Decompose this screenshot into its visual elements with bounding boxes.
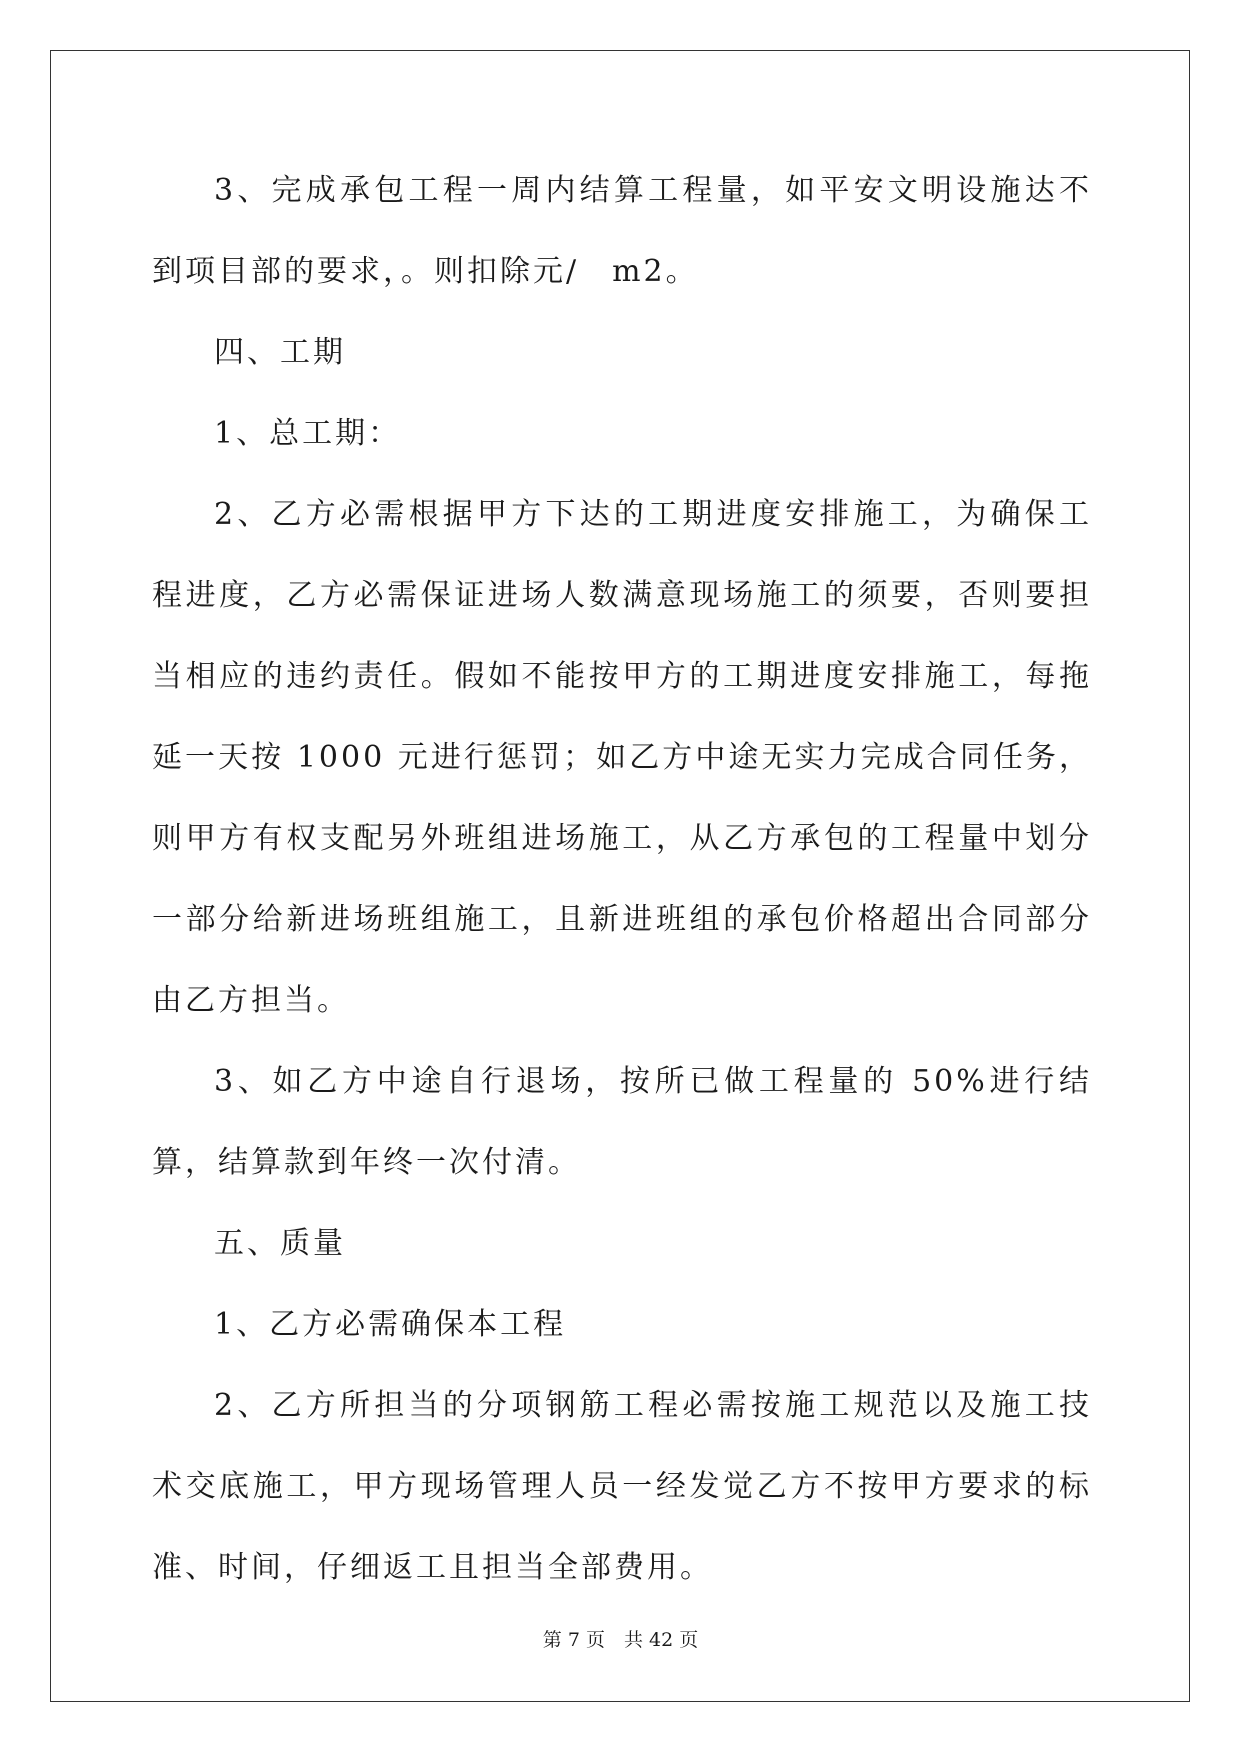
paragraph-quality-guarantee: 1、乙方必需确保本工程 (214, 1307, 567, 1342)
paragraph-settlement: 3、完成承包工程一周内结算工程量，如平安文明设施达不到项目部的要求，。则扣除元/ m2。 (152, 173, 1092, 289)
section-heading-schedule: 四、工期 (214, 335, 346, 370)
page-number: 第 7 页 共 42 页 (542, 1629, 699, 1651)
paragraph-schedule-requirements: 2、乙方必需根据甲方下达的工期进度安排施工，为确保工程进度，乙方必需保证进场人数满意现场施工的须要，否则要担当相应的违约责任。假如不能按甲方的工期进度安排施工，每拖延一天按 1000 元进行惩罚；如乙方中途无实力完成合同任务，则甲方有权支配另外班组进场施工，从乙方承包的工程量中划分一部分给新进场班组施工，且新进班组的承包价格超出合同部分由乙方担当。 (152, 497, 1092, 1018)
section-heading-quality: 五、质量 (214, 1226, 346, 1261)
page-footer (0, 1625, 1241, 1652)
paragraph-quality-standards: 2、乙方所担当的分项钢筋工程必需按施工规范以及施工技术交底施工，甲方现场管理人员一经发觉乙方不按甲方要求的标准、时间，仔细返工且担当全部费用。 (152, 1388, 1092, 1585)
paragraph-withdrawal: 3、如乙方中途自行退场，按所已做工程量的 50%进行结算，结算款到年终一次付清。 (152, 1064, 1092, 1180)
paragraph-total-duration: 1、总工期： (214, 416, 402, 451)
document-body (152, 150, 1092, 1608)
